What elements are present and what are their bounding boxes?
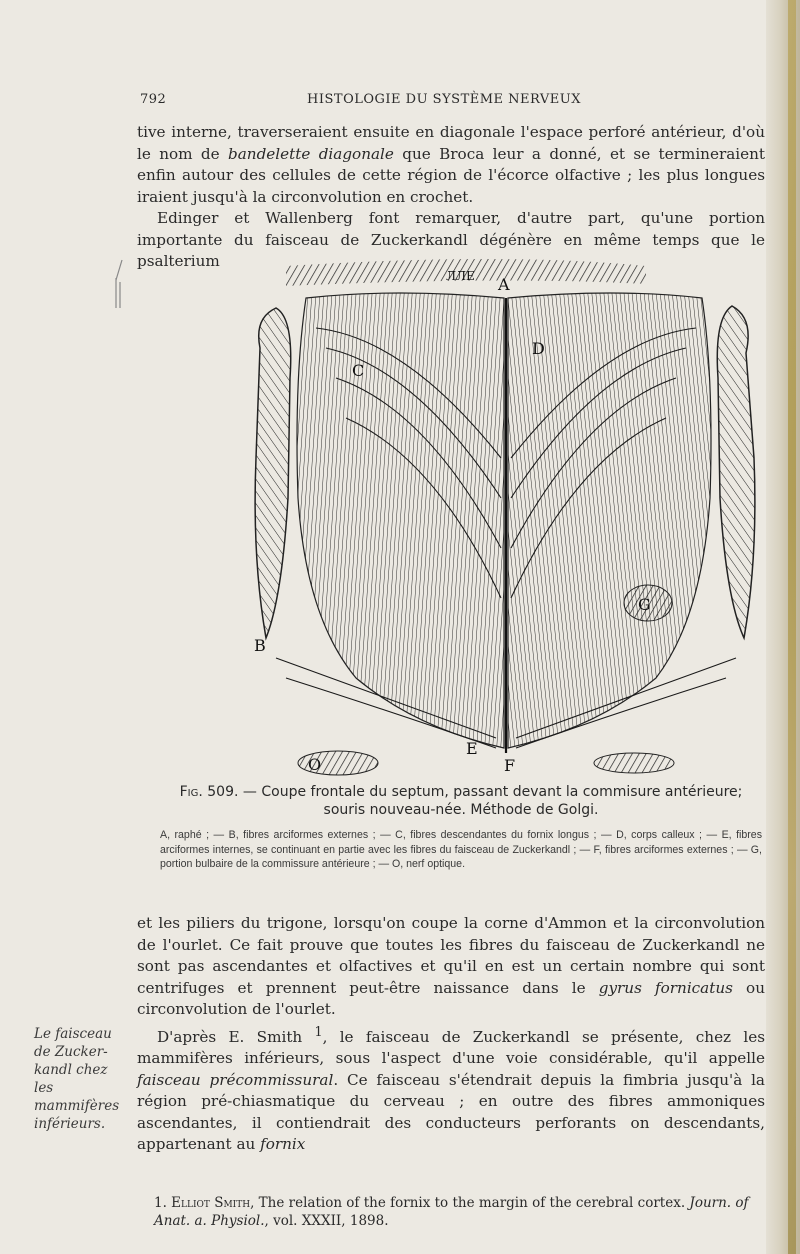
paragraph: Edinger et Wallenberg font remarquer, d'autre part, qu'une portion importante du faisceau de Zuckerkandl dégénère en même temps que le psalterium [137, 209, 765, 270]
label-g: G [638, 595, 651, 614]
strip-label: ЛЛЕ [446, 269, 475, 283]
label-a: A [498, 275, 510, 294]
margin-pencil-mark [112, 258, 126, 310]
emphasis: gyrus fornicatus [598, 978, 733, 997]
figure-legend: A, raphé ; — B, fibres arciformes externes ; — C, fibres descendantes du fornix longus ; — D, corps calleux ; — E, fibres arciformes internes, se continuant en partie avec les fibres du faisceau de Zuckerkandl ; — F, fibres arciformes externes ; — G, portion bulbaire de la commissure antérieure ; — O, nerf optique. [160, 829, 762, 870]
footnote-author: Elliot Smith [171, 1195, 251, 1211]
bottom-text-block [137, 913, 765, 1156]
paragraph: D'après E. Smith $^1$, le faisceau de Zuckerkandl se présente, chez les mammifères inférieurs, sous l'aspect d'une voie considérable, qu'il appelle faisceau précommissural. Ce faisceau s'étendrait depuis la fimbria jusqu'à la région pré-chiasmatique du cerveau ; en outre des fibres ammoniques ascendantes, il contiendrait des conducteurs perforants on descendants, appartenant au fornix [137, 1023, 765, 1154]
label-e: E [466, 739, 478, 758]
emphasis: faisceau précommissural [137, 1070, 334, 1089]
label-c: C [352, 361, 365, 380]
emphasis: fornix [260, 1135, 306, 1154]
emphasis: bandelette diagonale [228, 144, 394, 163]
label-d: D [532, 339, 545, 358]
margin-note: Le faisceau de Zucker- kandl chez les mammifères inférieurs. [34, 1026, 120, 1132]
label-f: F [504, 756, 516, 775]
label-o: O [308, 755, 322, 774]
page-edge [766, 0, 800, 1254]
page-number: 792 [140, 92, 167, 107]
journal-title: Journ. of Anat. a. Physiol. [154, 1195, 749, 1229]
footnote-ref[interactable]: 1 [314, 1023, 323, 1039]
paragraph: tive interne, traverseraient ensuite en diagonale l'espace perforé antérieur, d'où le nom de bandelette diagonale que Broca leur a donné, et se termineraient enfin autour des cellules de cette région de l'écorce olfactive ; les plus longues iraient jusqu'à la circonvolution en crochet. [137, 123, 765, 206]
footnote: 1. Elliot Smith, The relation of the fornix to the margin of the cerebral cortex. Journ. of Anat. a. Physiol., vol. XXXII, 1898. [154, 1195, 749, 1229]
caption-text: — Coupe frontale du septum, passant devant la commisure antérieure; souris nouveau-née. Méthode de Golgi. [238, 784, 743, 818]
figure-number: Fig. 509. [179, 784, 239, 800]
page-header [120, 92, 768, 112]
label-b: B [254, 636, 266, 655]
figure-septum-section [246, 258, 766, 780]
paragraph: et les piliers du trigone, lorsqu'on coupe la corne d'Ammon et la circonvolution de l'ourlet. Ce fait prouve que toutes les fibres du faisceau de Zuckerkandl ne sont pas ascendantes et olfactives et qu'il en est un certain nombre qui sont centrifuges et prennent peut-être naissance dans le gyrus fornicatus ou circonvolution de l'ourlet. [137, 914, 765, 1018]
binding-strip [788, 0, 796, 1254]
top-text-block [137, 122, 765, 273]
running-title: HISTOLOGIE DU SYSTÈME NERVEUX [307, 92, 581, 107]
bottom-right-blob [594, 753, 674, 773]
figure-caption [160, 783, 762, 819]
